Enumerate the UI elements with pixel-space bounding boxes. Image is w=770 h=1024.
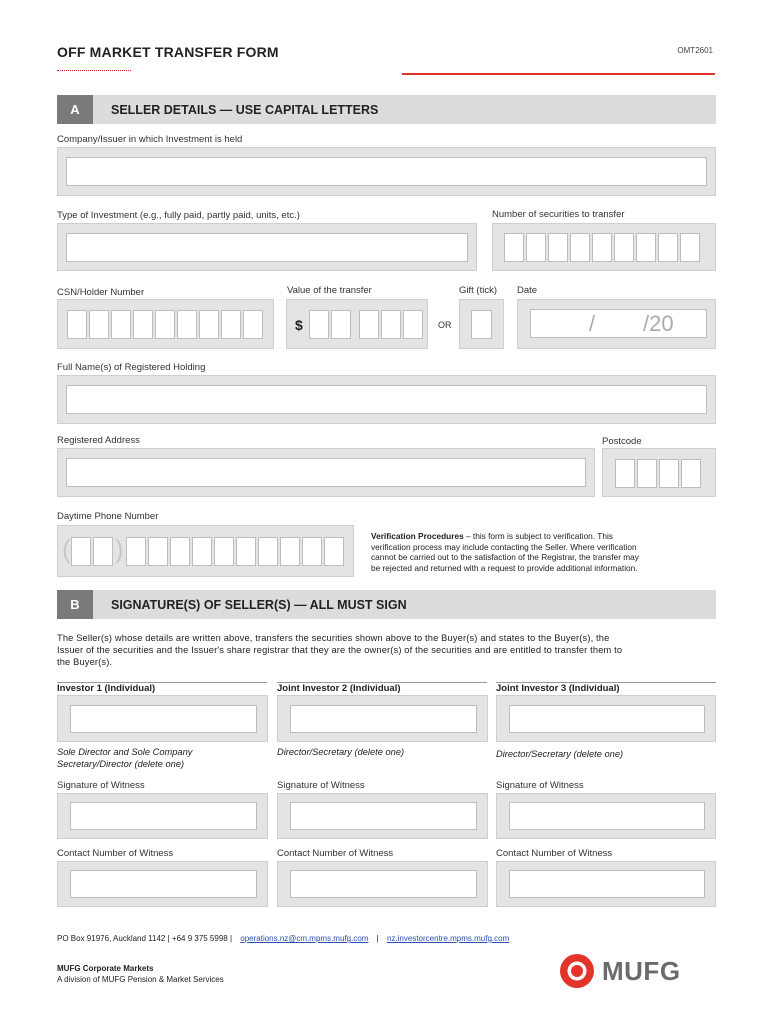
date-label: Date	[517, 285, 538, 296]
investor-1-heading: Investor 1 (Individual)	[57, 683, 156, 694]
number-label: Number of securities to transfer	[492, 209, 625, 220]
fullname-label: Full Name(s) of Registered Holding	[57, 362, 206, 373]
verification-heading: Verification Procedures	[371, 531, 464, 541]
phone-digit[interactable]	[214, 537, 234, 566]
value-label: Value of the transfer	[287, 285, 372, 296]
footer-website-link[interactable]: nz.investorcentre.mpms.mufg.com	[386, 934, 510, 943]
investor-1-contact-box	[57, 861, 268, 907]
date-slash: /	[589, 311, 596, 336]
investor-3-signature-field[interactable]	[509, 705, 705, 733]
address-field[interactable]	[66, 458, 586, 487]
section-a-letter: A	[57, 95, 93, 124]
phone-digit[interactable]	[302, 537, 322, 566]
csn-digit[interactable]	[67, 310, 87, 339]
csn-digit[interactable]	[221, 310, 241, 339]
value-digit[interactable]	[381, 310, 401, 339]
investor-2-contact-box	[277, 861, 488, 907]
investor-2-role	[277, 746, 404, 758]
csn-box	[57, 299, 274, 349]
declaration-paragraph	[57, 632, 716, 668]
postcode-label: Postcode	[602, 436, 642, 447]
address-label: Registered Address	[57, 435, 140, 446]
phone-digit[interactable]	[93, 537, 113, 566]
phone-digit[interactable]	[236, 537, 256, 566]
value-digit[interactable]	[331, 310, 351, 339]
verification-line: verification process may include contacting the Seller. Where verification	[371, 541, 637, 552]
value-digit[interactable]	[403, 310, 423, 339]
verification-line: – this form is subject to verification. This	[463, 531, 613, 541]
postcode-digit[interactable]	[615, 459, 635, 488]
type-label: Type of Investment (e.g., fully paid, partly paid, units, etc.)	[57, 210, 300, 221]
declaration-line: The Seller(s) whose details are written above, transfers the securities shown above to the Buyer(s) and states to the Buyer(s), the	[57, 633, 610, 643]
type-field[interactable]	[66, 233, 468, 262]
company-box	[57, 147, 716, 196]
number-digit[interactable]	[636, 233, 656, 262]
investor-2-contact-field[interactable]	[290, 870, 477, 898]
investor-3-heading: Joint Investor 3 (Individual)	[496, 683, 620, 694]
mufg-logo-text: MUFG	[602, 956, 681, 986]
investor-1-contact-field[interactable]	[70, 870, 257, 898]
csn-digit[interactable]	[155, 310, 175, 339]
investor-1-role-line: Secretary/Director (delete one)	[57, 759, 185, 769]
date-field[interactable]	[530, 309, 707, 338]
fullname-field[interactable]	[66, 385, 707, 414]
verification-note	[371, 531, 716, 573]
phone-digit[interactable]	[258, 537, 278, 566]
phone-digit[interactable]	[126, 537, 146, 566]
postcode-digit[interactable]	[659, 459, 679, 488]
postcode-digit[interactable]	[637, 459, 657, 488]
footer-email-link[interactable]: operations.nz@cm.mpms.mufg.com	[240, 934, 369, 943]
investor-3-role-line: Director/Secretary (delete one)	[496, 749, 624, 759]
investor-1-witness-label: Signature of Witness	[57, 780, 145, 791]
investor-3-contact-box	[496, 861, 716, 907]
number-digit[interactable]	[680, 233, 700, 262]
date-year-prefix: /20	[643, 311, 674, 336]
investor-2-witness-field[interactable]	[290, 802, 477, 830]
phone-digit[interactable]	[148, 537, 168, 566]
csn-digit[interactable]	[89, 310, 109, 339]
section-b-header	[57, 590, 716, 619]
investor-1-contact-label: Contact Number of Witness	[57, 848, 174, 859]
investor-3-signature-box	[496, 695, 716, 742]
form-code: OMT2601	[677, 46, 713, 55]
section-a-title: SELLER DETAILS — USE CAPITAL LETTERS	[111, 102, 379, 117]
postcode-box	[602, 448, 716, 497]
company-label: Company/Issuer in which Investment is held	[57, 134, 243, 145]
phone-digit[interactable]	[280, 537, 300, 566]
verification-line: be rejected and returned with a request to provide additional information.	[371, 562, 638, 573]
phone-digit[interactable]	[192, 537, 212, 566]
date-box	[517, 299, 716, 349]
number-digit[interactable]	[614, 233, 634, 262]
investor-1-witness-box	[57, 793, 268, 839]
dollar-sign: $	[295, 317, 303, 333]
investor-2-witness-box	[277, 793, 488, 839]
investor-3-contact-field[interactable]	[509, 870, 705, 898]
csn-digit[interactable]	[199, 310, 219, 339]
or-label: OR	[438, 320, 452, 330]
address-box	[57, 448, 595, 497]
header-rule-dotted	[57, 70, 131, 71]
investor-1-role	[57, 746, 192, 770]
number-digit[interactable]	[592, 233, 612, 262]
csn-digit[interactable]	[243, 310, 263, 339]
mufg-logo-icon	[558, 952, 598, 990]
investor-1-witness-field[interactable]	[70, 802, 257, 830]
investor-2-heading: Joint Investor 2 (Individual)	[277, 683, 401, 694]
phone-label: Daytime Phone Number	[57, 511, 159, 522]
declaration-line: Issuer of the securities and the Issuer's share registrar that they are the owner(s) of the securities and are entitled to transfer them to	[57, 645, 623, 655]
csn-label: CSN/Holder Number	[57, 287, 145, 298]
investor-2-witness-label: Signature of Witness	[277, 780, 365, 791]
footer-address: PO Box 91976, Auckland 1142 | +64 9 375 5998 |	[57, 934, 233, 943]
number-box	[492, 223, 716, 271]
section-b-letter: B	[57, 590, 93, 619]
footer-company: MUFG Corporate Markets	[57, 964, 154, 973]
investor-1-signature-box	[57, 695, 268, 742]
gift-label: Gift (tick)	[459, 285, 497, 296]
phone-digit[interactable]	[170, 537, 190, 566]
csn-digit[interactable]	[177, 310, 197, 339]
investor-2-signature-box	[277, 695, 488, 742]
type-box	[57, 223, 477, 271]
investor-2-signature-field[interactable]	[290, 705, 477, 733]
declaration-line: the Buyer(s).	[57, 657, 113, 667]
verification-line: cannot be carried out to the satisfaction of the Registrar, the transfer may	[371, 552, 639, 562]
phone-digit[interactable]	[71, 537, 91, 566]
value-digit[interactable]	[359, 310, 379, 339]
number-digit[interactable]	[548, 233, 568, 262]
csn-digit[interactable]	[111, 310, 131, 339]
investor-3-witness-label: Signature of Witness	[496, 780, 584, 791]
number-digit[interactable]	[526, 233, 546, 262]
section-b-title: SIGNATURE(S) OF SELLER(S) — ALL MUST SIGN	[111, 597, 407, 612]
investor-3-witness-box	[496, 793, 716, 839]
value-box	[286, 299, 428, 349]
gift-box	[459, 299, 504, 349]
investor-2-role-line: Director/Secretary (delete one)	[277, 747, 405, 757]
csn-digit[interactable]	[133, 310, 153, 339]
investor-1-signature-field[interactable]	[70, 705, 257, 733]
header-rule-red	[402, 73, 715, 75]
footer-contact-line	[57, 934, 509, 943]
phone-paren-close: )	[115, 534, 124, 564]
investor-2-contact-label: Contact Number of Witness	[277, 848, 394, 859]
number-digit[interactable]	[658, 233, 678, 262]
footer-division: A division of MUFG Pension & Market Services	[57, 975, 224, 984]
investor-3-witness-field[interactable]	[509, 802, 705, 830]
fullname-box	[57, 375, 716, 424]
investor-1-role-line: Sole Director and Sole Company	[57, 747, 193, 757]
phone-box	[57, 525, 354, 577]
section-a-header	[57, 95, 716, 124]
page-title: OFF MARKET TRANSFER FORM	[57, 44, 279, 60]
number-digit[interactable]	[570, 233, 590, 262]
value-digit[interactable]	[309, 310, 329, 339]
investor-3-role	[496, 748, 623, 760]
phone-paren-open: (	[62, 534, 71, 564]
number-digit[interactable]	[504, 233, 524, 262]
footer-separator: |	[376, 934, 379, 943]
gift-checkbox[interactable]	[471, 310, 492, 339]
postcode-digit[interactable]	[681, 459, 701, 488]
company-field[interactable]	[66, 157, 707, 186]
phone-digit[interactable]	[324, 537, 344, 566]
mufg-logo	[558, 952, 718, 990]
investor-3-contact-label: Contact Number of Witness	[496, 848, 613, 859]
